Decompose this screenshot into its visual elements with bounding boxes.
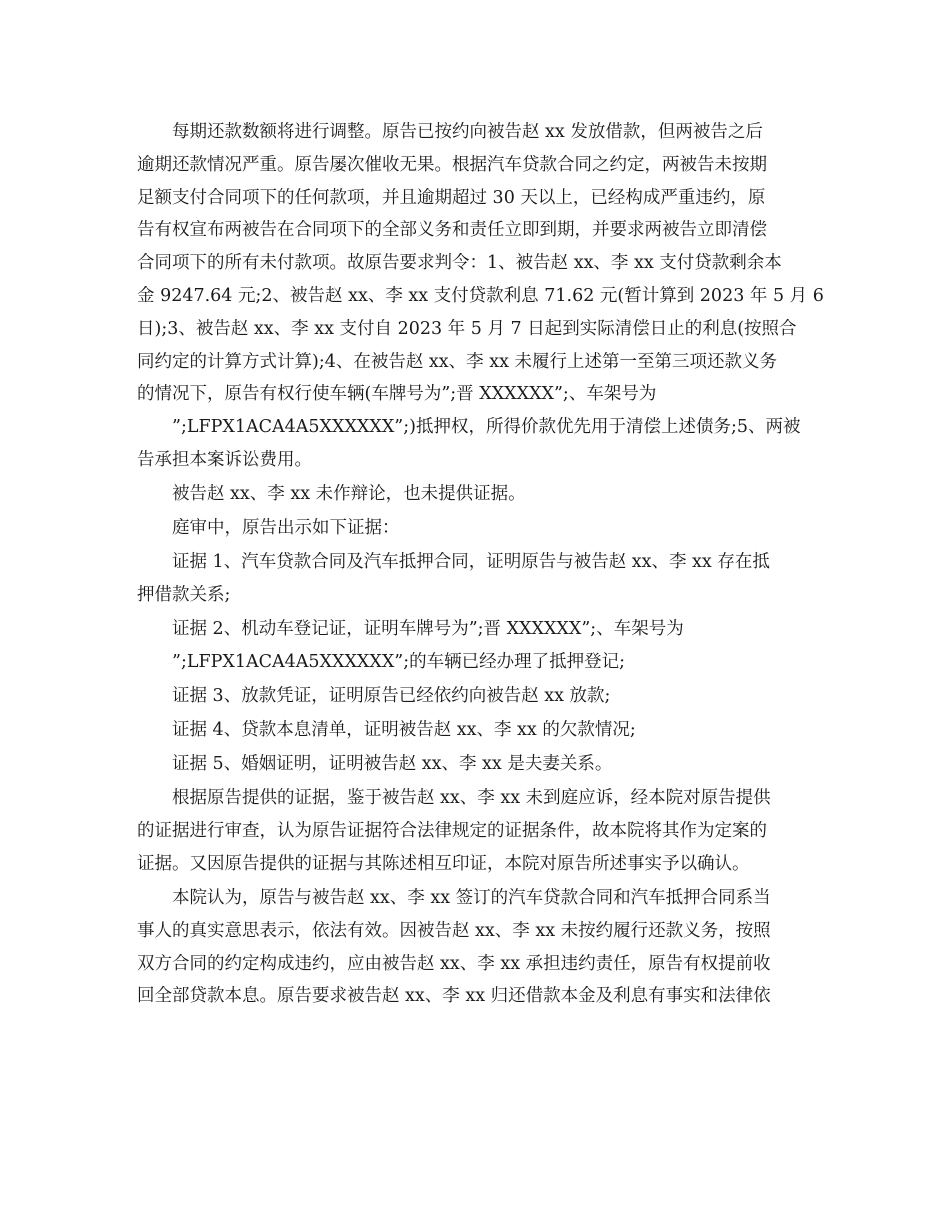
text-line: 根据原告提供的证据，鉴于被告赵 xx、李 xx 未到庭应诉，经本院对原告提供 <box>137 788 771 809</box>
text-line: 同约定的计算方式计算);4、在被告赵 xx、李 xx 未履行上述第一至第三项还款义务 <box>137 351 778 372</box>
paragraph <box>137 478 818 511</box>
paragraph <box>137 882 818 1013</box>
text-line: 的情况下，原告有权行使车辆(车牌号为”;晋 XXXXXX”;、车架号为 <box>137 384 657 405</box>
paragraph <box>137 512 818 545</box>
text-line: 每期还款数额将进行调整。原告已按约向被告赵 xx 发放借款，但两被告之后 <box>137 122 763 142</box>
text-line: 证据 4、贷款本息清单，证明被告赵 xx、李 xx 的欠款情况; <box>137 720 636 741</box>
text-line: 回全部贷款本息。原告要求被告赵 xx、李 xx 归还借款本金及利息有事实和法律依 <box>137 986 771 1007</box>
paragraph <box>137 546 818 612</box>
text-line: 证据 5、婚姻证明，证明被告赵 xx、李 xx 是夫妻关系。 <box>137 754 613 775</box>
text-line: 被告赵 xx、李 xx 未作辩论，也未提供证据。 <box>137 484 526 505</box>
text-line: 证据 2、机动车登记证，证明车牌号为”;晋 XXXXXX”;、车架号为 <box>137 619 684 640</box>
paragraph <box>137 782 818 880</box>
text-line: 告承担本案诉讼费用。 <box>137 449 312 470</box>
paragraph <box>137 748 818 781</box>
text-line: 告有权宣布两被告在合同项下的全部义务和责任立即到期，并要求两被告立即清偿 <box>137 220 767 241</box>
paragraph <box>137 613 818 679</box>
paragraph <box>137 714 818 747</box>
text-line: 金 9247.64 元;2、被告赵 xx、李 xx 支付贷款利息 71.62 元(暂计算到 2023 年 5 月 6 <box>137 285 824 306</box>
paragraph <box>137 116 824 477</box>
text-line: 本院认为，原告与被告赵 xx、李 xx 签订的汽车贷款合同和汽车抵押合同系当 <box>137 888 771 908</box>
text-line: 日);3、被告赵 xx、李 xx 支付自 2023 年 5 月 7 日起到实际清偿日止的利息(按照合 <box>137 318 797 339</box>
text-line: 证据 3、放款凭证，证明原告已经依约向被告赵 xx 放款; <box>137 686 611 707</box>
text-line: 合同项下的所有未付款项。故原告要求判令：1、被告赵 xx、李 xx 支付贷款剩余本 <box>137 253 782 274</box>
text-line: 逾期还款情况严重。原告屡次催收无果。根据汽车贷款合同之约定，两被告未按期 <box>137 154 767 175</box>
text-line: 证据。又因原告提供的证据与其陈述相互印证，本院对原告所述事实予以确认。 <box>137 853 750 874</box>
text-line: 双方合同的约定构成违约，应由被告赵 xx、李 xx 承担违约责任，原告有权提前收 <box>137 953 771 974</box>
text-line: 的证据进行审查，认为原告证据符合法律规定的证据条件，故本院将其作为定案的 <box>137 821 767 842</box>
text-line: 证据 1、汽车贷款合同及汽车抵押合同，证明原告与被告赵 xx、李 xx 存在抵 <box>137 552 770 573</box>
text-line: 事人的真实意思表示，依法有效。因被告赵 xx、李 xx 未按约履行还款义务，按照 <box>137 920 771 941</box>
text-line: 足额支付合同项下的任何款项，并且逾期超过 30 天以上，已经构成严重违约，原 <box>137 187 766 208</box>
text-line: 庭审中，原告出示如下证据： <box>137 518 400 539</box>
paragraph <box>137 680 818 713</box>
text-line: ”;LFPX1ACA4A5XXXXXX”;的车辆已经办理了抵押登记; <box>137 651 626 672</box>
text-line: ”;LFPX1ACA4A5XXXXXX”;)抵押权，所得价款优先用于清偿上述债务;5、两被 <box>137 417 801 438</box>
document-body <box>137 116 824 1013</box>
text-line: 押借款关系; <box>137 585 231 606</box>
